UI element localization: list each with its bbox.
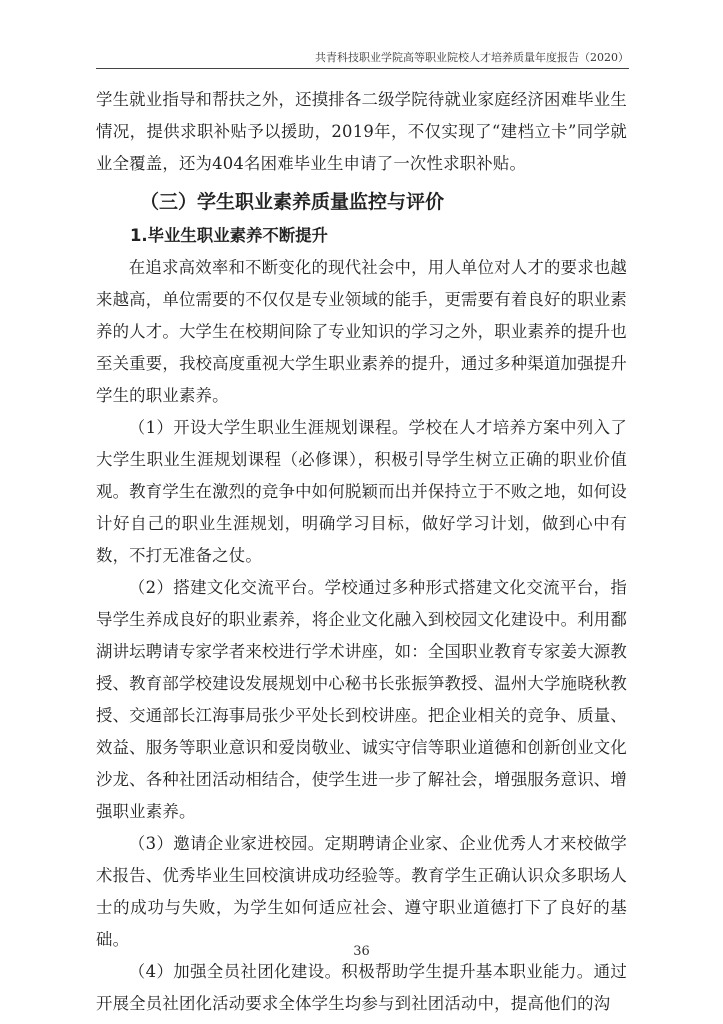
continuation-paragraph: 学生就业指导和帮扶之外，还摸排各二级学院待就业家庭经济困难毕业生情况，提供求职补贴予以援助，2019年，不仅实现了“建档立卡”同学就业全覆盖，还为404名困难毕业生申请了一次性求职补贴。	[96, 90, 627, 173]
running-header: 共青科技职业学院高等职业院校人才培养质量年度报告（2020）	[96, 50, 629, 69]
body-paragraph: 在追求高效率和不断变化的现代社会中，用人单位对人才的要求也越来越高，单位需要的不仅仅是专业领域的能手，更需要有着良好的职业素养的人才。大学生在校期间除了专业知识的学习之外，职业素养的提升也至关重要，我校高度重视大学生职业素养的提升，通过多种渠道加强提升学生的职业素养。	[96, 258, 627, 405]
page-body	[96, 84, 627, 1020]
body-paragraph: （2）搭建文化交流平台。学校通过多种形式搭建文化交流平台，指导学生养成良好的职业素养，将企业文化融入到校园文化建设中。利用鄱湖讲坛聘请专家学者来校进行学术讲座，如：全国职业教育专家姜大源教授、教育部学校建设发展规划中心秘书长张振笋教授、温州大学施晓秋教授、交通部长江海事局张少平处长到校讲座。把企业相关的竞争、质量、效益、服务等职业意识和爱岗敬业、诚实守信等职业道德和创新创业文化沙龙、各种社团活动相结合，使学生进一步了解社会，增强服务意识、增强职业素养。	[96, 578, 627, 821]
section-heading: （三）学生职业素养质量监控与评价	[140, 191, 445, 213]
body-paragraph: （1）开设大学生职业生涯规划课程。学校在人才培养方案中列入了大学生职业生涯规划课程（必修课），积极引导学生树立正确的职业价值观。教育学生在激烈的竞争中如何脱颖而出并保持立于不败之地，如何设计好自己的职业生涯规划，明确学习目标，做好学习计划，做到心中有数，不打无准备之仗。	[96, 418, 627, 565]
page-number: 36	[353, 944, 370, 959]
body-paragraph: （3）邀请企业家进校园。定期聘请企业家、企业优秀人才来校做学术报告、优秀毕业生回校演讲成功经验等。教育学生正确认识众多职场人士的成功与失败，为学生如何适应社会、遵守职业道德打下了良好的基础。	[96, 834, 627, 949]
subsection-heading: 1.毕业生职业素养不断提升	[130, 226, 328, 245]
body-paragraph: （4）加强全员社团化建设。积极帮助学生提升基本职业能力。通过开展全员社团化活动要求全体学生均参与到社团活动中，提高他们的沟	[96, 962, 627, 1013]
